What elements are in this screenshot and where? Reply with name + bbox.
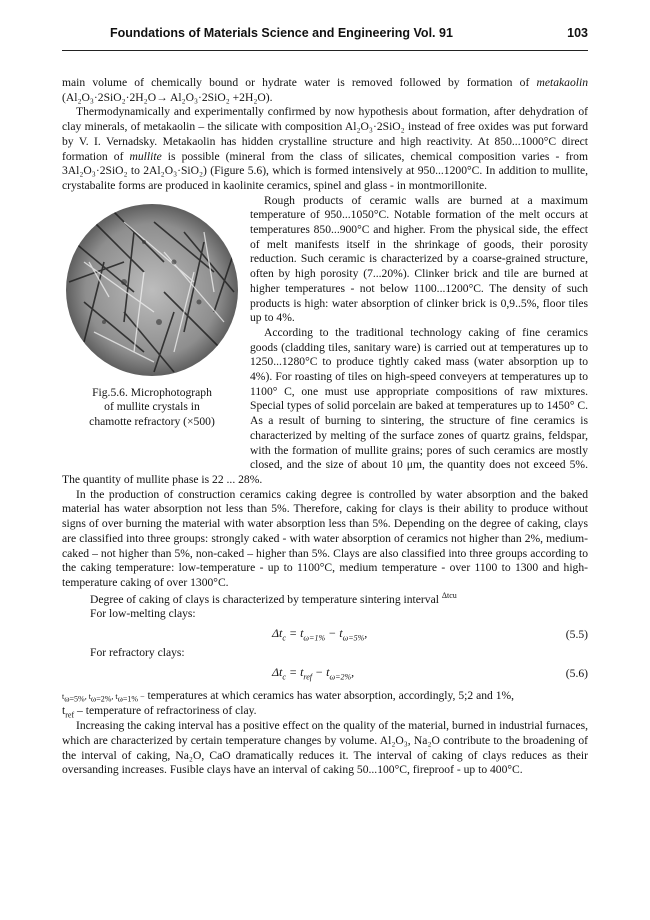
paragraph-construction-ceramics: In the production of construction ceramics caking degree is controlled by water absorption and the baked material has water absorption not less than 5%. Therefore, caking for clays is their ability to produce without signs of over burning the material with water absorption less than 5%. Depending on the degree of caking, clays are classified into three groups: strongly caked - with water absorption of ceramics not higher than 2%, medium-caked – not higher than 5%, non-caked – higher than 5%. Clays are also classified into three groups according to the caking temperature: low-temperature - up to 1100°C, medium temperature - over 1100 to 1300 and high-temperature caking of over 1300°C.: [62, 487, 588, 589]
page-header: [62, 24, 588, 51]
temperatures-definition: $t_{\omega=5\%}$, $t_{\omega=2\%}$, $t_{\omega=1\%}$ − temperatures at which ceramics has water absorption, accordingly, 5;2 and 1%,: [62, 688, 515, 704]
equation-5-6: [62, 661, 588, 685]
equation-5-5: [62, 622, 588, 646]
paragraph-metakaolin: main volume of chemically bound or hydrate water is removed followed by formation of metakaolin (Al₂O₃·2SiO₂·2H₂O→ Al₂O₃·2SiO₂ +2H₂O).: [62, 76, 588, 104]
figure-5-6: [62, 194, 242, 462]
mullite-micrograph-image: [64, 202, 240, 378]
journal-title: Foundations of Materials Science and Engineering Vol. 91: [110, 26, 453, 40]
caking-interval-line: Degree of caking of clays is characterized by temperature sintering interval $^{\Delta tcu}$: [90, 590, 457, 606]
figure-caption: Fig.5.6. Microphotograph of mullite crystals in chamotte refractory (×500): [89, 385, 215, 429]
paragraph-mullite: Thermodynamically and experimentally confirmed by now hypothesis about formation, after dehydration of clay minerals, of metakaolin – the silicate with composition Al₂O₃·2SiO₂ instead of free oxides was put forward by V. I. Vernadsky. Metakaolin has hidden crystalline structure and high reactivity. At 850...1000°C direct formation of mullite is possible (mineral from the class of silicates, chemical composition varies - from 3Al₂O₃·2SiO₂ to 2Al₂O₃·SiO₂) (Figure 5.6), which is formed intensively at 950...1200°C. In addition to mullite, crystabalite forms are produced in kaolinite ceramics, spinel and glass - in montmorillonite.: [62, 105, 588, 192]
paragraph-rough-products: Rough products of ceramic walls are burned at a maximum temperature of 950...1050°C. Notable formation of the melt occurs at temperatures 850...900°C and higher. From the physical side, the effect of melt manifests itself in the shrinkage of goods, their porosity reduction. Such ceramic is characterized by a coarse-grained structure, often by high porosity (7...20%). Clinker brick and tile are burned at higher temperatures - not below 1100...1200°C. The density of such products is high: water absorption of clinker brick is 0,9..5%, floor tiles up to 4%.: [250, 193, 588, 325]
paragraph-traditional-technology: According to the traditional technology caking of fine ceramics goods (cladding tiles, sanitary ware) is carried out at temperatures up to 1250...1280°C to produce tightly caked mass (water absorption up to 4%). For roasting of tiles on high-speed conveyers at temperatures up to 1100° C, one must use appropriate compositions of raw mixtures. Special types of solid porcelain are baked at temperatures up to 1450° C. As a result of burning to sintering, the structure of fine ceramics is characterized by melting of the surface zones of quartz grains, feldspar, with the formation of mullite grains; pores of such ceramics are mostly closed, and the size of about 10 μm, the quantity does not exceed 5%. The quantity of mullite phase is 22 ... 28%.: [62, 325, 588, 486]
equation-5-6-number: (5.6): [565, 666, 588, 680]
equation-5-5-number: (5.5): [565, 628, 588, 642]
equation-5-6-formula: $\Delta t_c = t_{ref} - t_{\omega=2\%}$,: [272, 664, 355, 682]
page-number: 103: [567, 26, 588, 40]
tref-definition: $t_{ref}$ – temperature of refractoriness of clay.: [62, 704, 257, 720]
refractory-label: For refractory clays:: [90, 646, 185, 660]
paragraph-caking-interval: Increasing the caking interval has a positive effect on the quality of the material, burned in industrial furnaces, which are characterized by certain temperature changes by volume. Al₂O₃, Na₂O contribute to the broadening of the interval of caking, Na₂O, CaO dramatically reduces it. The interval of caking of clays reduces as their oversanding increases. Fusible clays have an interval of caking 50...100°C, fireproof - up to 400°C.: [62, 719, 588, 777]
low-melting-label: For low-melting clays:: [90, 607, 196, 621]
article-body: [62, 76, 588, 778]
equation-5-5-formula: $\Delta t_c = t_{\omega=1\%} - t_{\omega=5\%}$,: [272, 626, 368, 643]
